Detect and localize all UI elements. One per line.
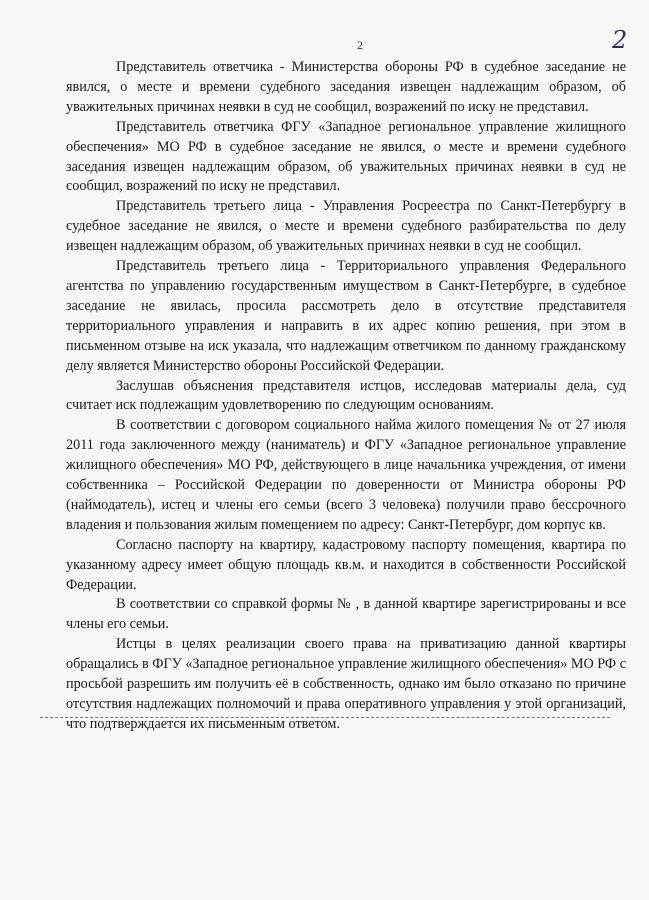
paragraph-registration: В соответствии со справкой формы № , в данной квартире зарегистрированы и все члены его семьи. [66,596,626,633]
document-body [66,58,626,735]
paragraph-social-lease: В соответствии с договором социального найма жилого помещения № от 27 июля 2011 года заключенного между (наниматель) и ФГУ «Западное региональное управление жилищного обеспечения» МО РФ, действующего в лице начальника учреждения, от имени собственника – Российской Федерации по доверенности от Министра обороны РФ (наймодатель), истец и члены его семьи (всего 3 человека) получили право бессрочного владения и пользования жилым помещением по адресу: Санкт-Петербург, дом корпус кв. [66,417,626,533]
paragraph-third-party-rosreestr: Представитель третьего лица - Управления Росреестра по Санкт-Петербургу в судебное заседание не явился, о месте и времени судебного разбирательства по делу извещен надлежащим образом, об уважительных причинах неявки в суд не сообщил. [66,198,626,255]
paragraph-passport: Согласно паспорту на квартиру, кадастровому паспорту помещения, квартира по указанному адресу имеет общую площадь кв.м. и находится в собственности Российской Федерации. [66,536,626,593]
paragraph-defendant-ministry: Представитель ответчика - Министерства обороны РФ в судебное заседание не явился, о месте и времени судебного заседания извещен надлежащим образом, об уважительных причинах неявки в суд не сообщил, возражений по иску не представил. [66,59,626,115]
paragraph-privatization: Истцы в целях реализации своего права на приватизацию данной квартиры обращались в ФГУ «Западное региональное управление жилищного обеспечения» МО РФ с просьбой разрешить им получить её в собственность, однако им было отказано по причине отсутствия надлежащих полномочий и права оперативного управления у этой организаций, что подтверждается их письменным ответом. [66,636,626,732]
paragraph-third-party-territorial: Представитель третьего лица - Территориального управления Федерального агентства по управлению государственным имуществом в Санкт-Петербурге, в судебное заседание не явилась, просила рассмотреть дело в отсутствие представителя территориального управления и направить в их адрес копию решения, при этом в письменном отзыве на иск указала, что надлежащим ответчиком по данному гражданскому делу является Министерство обороны Российской Федерации. [66,258,626,374]
page-number: 2 [357,38,363,52]
paragraph-court-opinion: Заслушав объяснения представителя истцов, исследовав материалы дела, суд считает иск подлежащим удовлетворению по следующим основаниям. [66,377,626,414]
handwritten-page-mark: 2 [612,26,628,54]
paragraph-defendant-fgu: Представитель ответчика ФГУ «Западное региональное управление жилищного обеспечения» МО РФ в судебное заседание не явился, о месте и времени судебного заседания извещен надлежащим образом, об уважительных причинах неявки в суд не сообщил, возражений по иску не представил. [66,118,626,195]
